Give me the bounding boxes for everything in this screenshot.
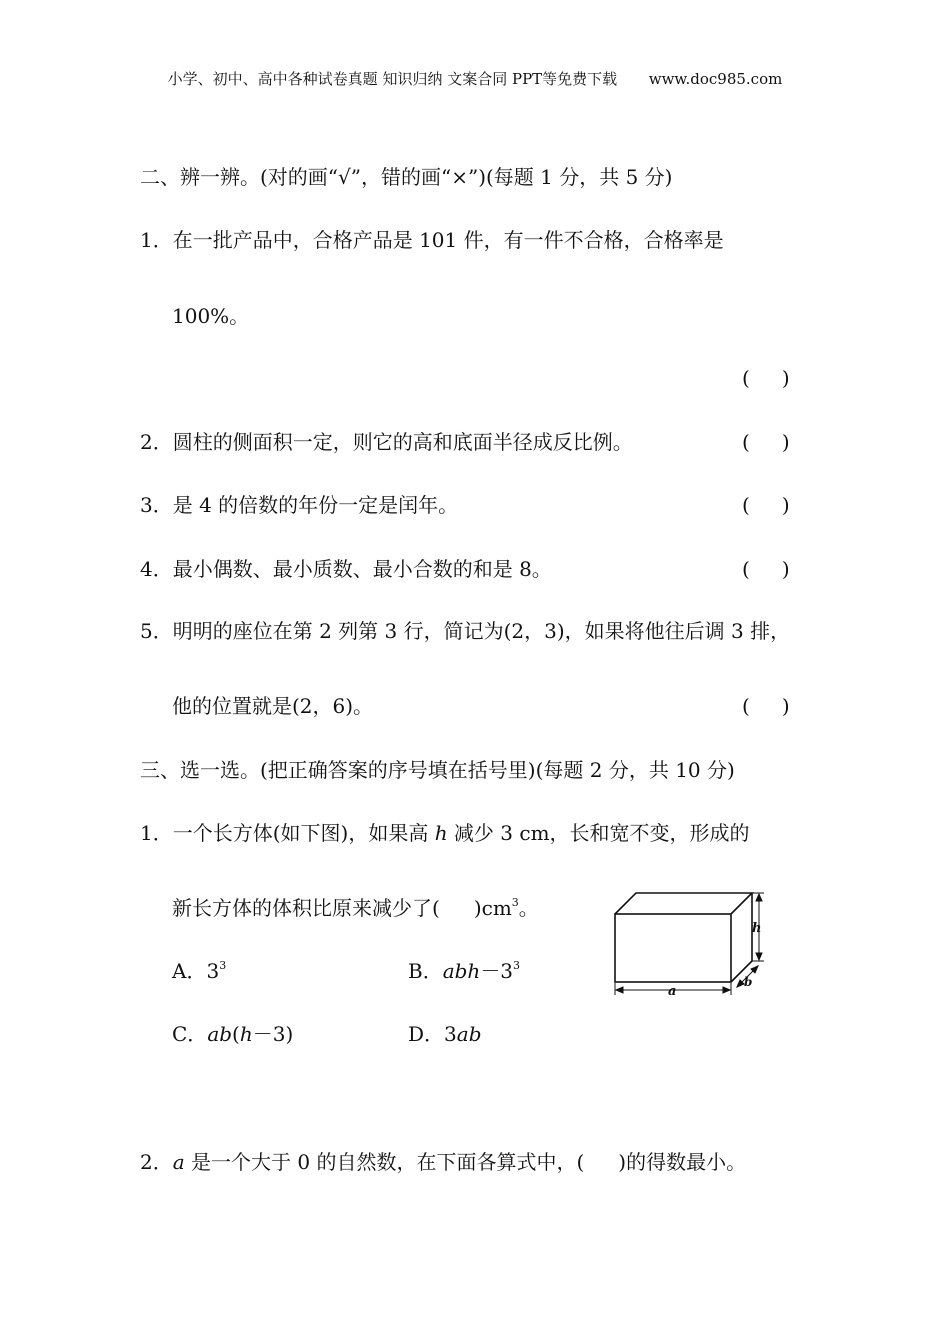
s3-q1-option-c[interactable]: C．ab(h－3): [172, 1022, 294, 1046]
s3-q1-line2: 新长方体的体积比原来减少了( )$cm^3$。: [172, 896, 539, 920]
header-text: 小学、初中、高中各种试卷真题 知识归纳 文案合同 PPT等免费下载: [167, 70, 618, 88]
cuboid-figure: [606, 886, 776, 1002]
s2-q1-line1: 1．在一批产品中，合格产品是 101 件，有一件不合格，合格率是: [140, 228, 724, 252]
s2-q4-answer-box[interactable]: ( ): [742, 557, 790, 581]
s3-q1-option-d[interactable]: D．3ab: [408, 1022, 482, 1046]
label-b: b: [744, 975, 753, 989]
s3-q1-option-a[interactable]: A．$3^3$: [172, 959, 227, 983]
s2-q5-line2: 他的位置就是(2，6)。: [172, 694, 374, 718]
s2-q2-answer-box[interactable]: ( ): [742, 430, 790, 454]
section3-title: 三、选一选。(把正确答案的序号填在括号里)(每题 2 分，共 10 分): [140, 758, 735, 782]
cuboid-front-face: [615, 914, 731, 982]
s2-q1-line2: 100%。: [172, 304, 250, 328]
label-a: a: [668, 984, 677, 999]
label-h: h: [752, 921, 762, 936]
s2-q5-answer-box[interactable]: ( ): [742, 694, 790, 718]
s2-q4-line1: 4．最小偶数、最小质数、最小合数的和是 8。: [140, 557, 552, 581]
s2-q3-answer-box[interactable]: ( ): [742, 493, 790, 517]
cuboid-top-face: [615, 893, 752, 914]
s2-q3-line1: 3．是 4 的倍数的年份一定是闰年。: [140, 493, 459, 517]
s2-q1-answer-box[interactable]: ( ): [742, 366, 790, 390]
page-header: [0, 68, 950, 89]
s2-q5-line1: 5．明明的座位在第 2 列第 3 行，简记为(2，3)，如果将他往后调 3 排，: [140, 619, 791, 643]
header-url: www.doc985.com: [648, 70, 783, 88]
s2-q2-line1: 2．圆柱的侧面积一定，则它的高和底面半径成反比例。: [140, 430, 633, 454]
section2-title: 二、辨一辨。(对的画“√”，错的画“×”)(每题 1 分，共 5 分): [140, 165, 673, 189]
s3-q1-line1: 1．一个长方体(如下图)，如果高 h 减少 3 cm，长和宽不变，形成的: [140, 821, 750, 845]
s3-q1-option-b[interactable]: B．$abh-3^3$: [408, 959, 521, 983]
s3-q2-line1: 2．a 是一个大于 0 的自然数，在下面各算式中，( )的得数最小。: [140, 1150, 747, 1174]
cuboid-right-face: [731, 893, 752, 982]
